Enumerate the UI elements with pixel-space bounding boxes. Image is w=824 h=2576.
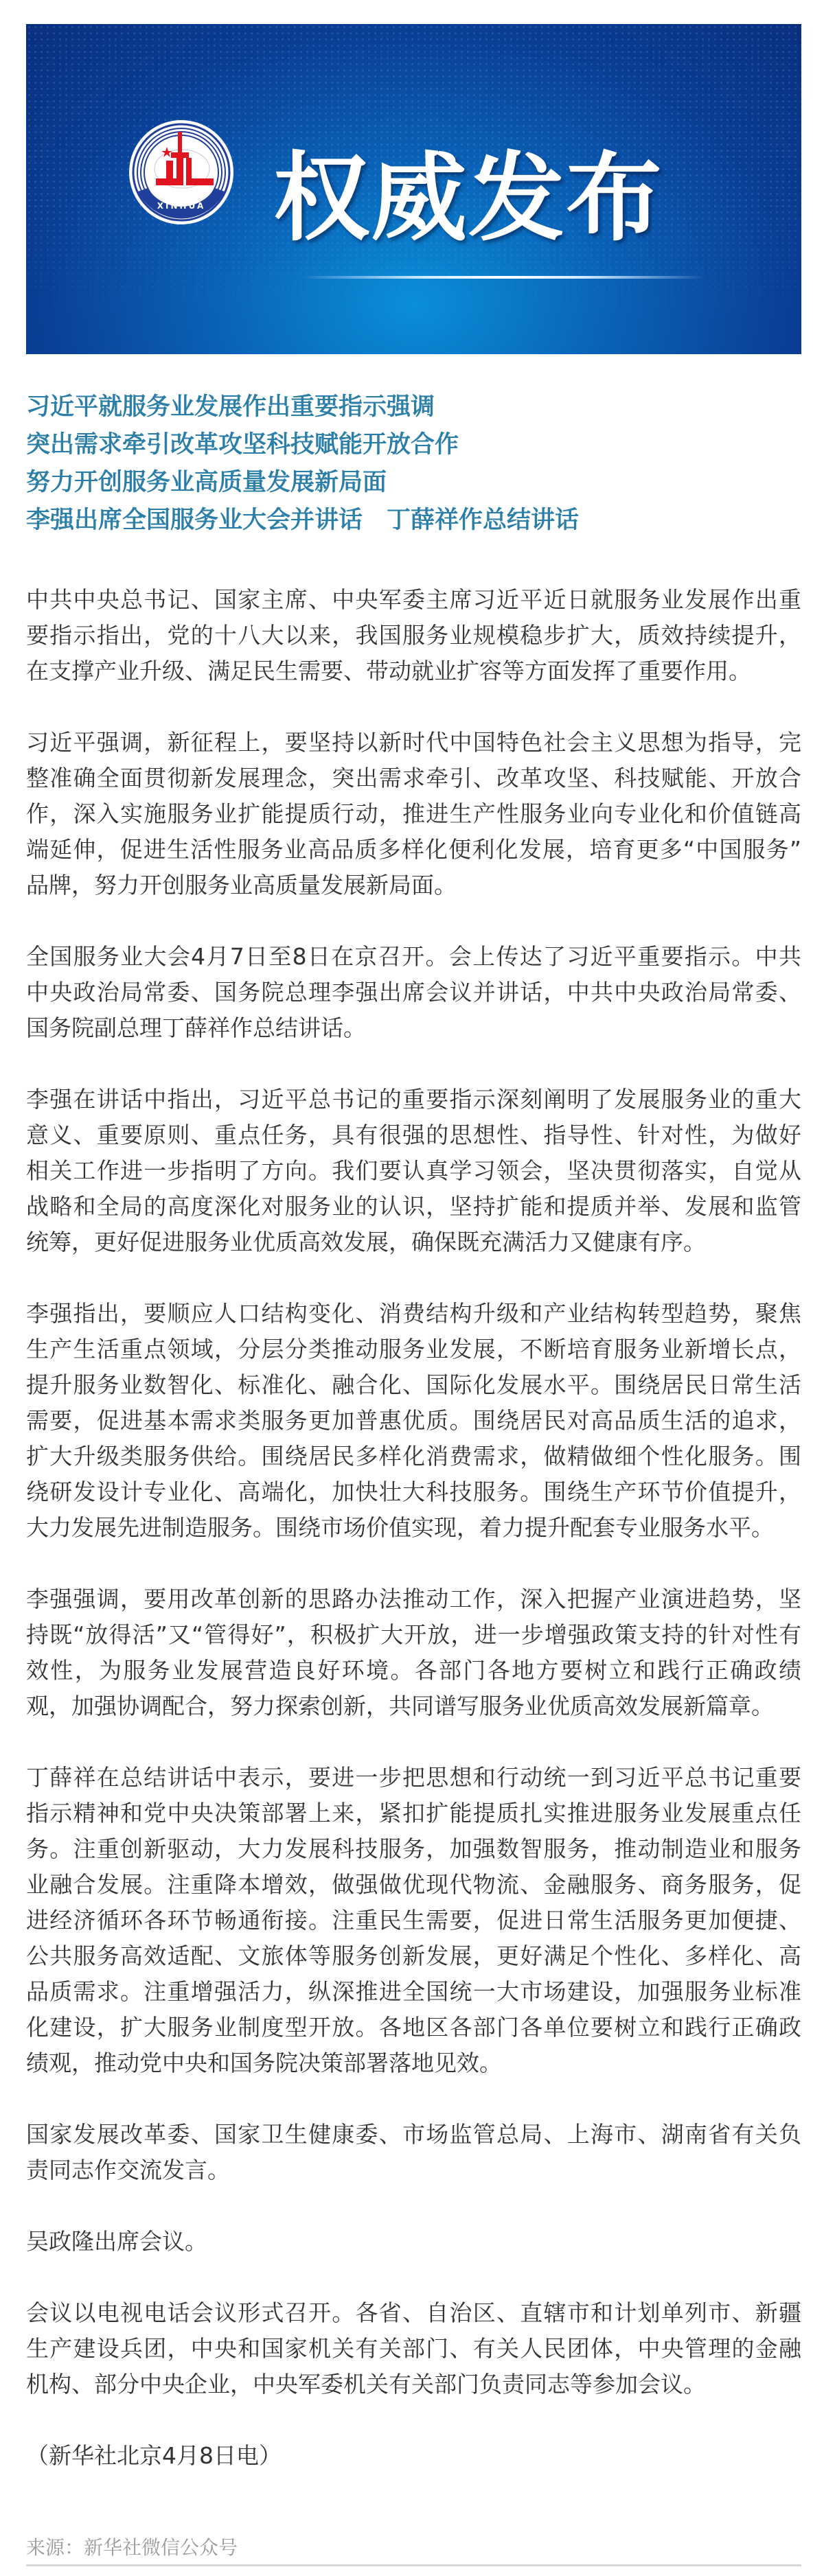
svg-text:XINHUA: XINHUA: [157, 201, 206, 211]
paragraph: [26, 2295, 801, 2402]
paragraph-line: 生产生活重点领域，分层分类推动服务业发展，不断培育服务业新增长点，: [26, 1336, 801, 1362]
divider: [26, 2564, 801, 2566]
dateline: （新华社北京4月8日电）: [26, 2442, 282, 2469]
paragraph-line: 观，加强协调配合，努力探索创新，共同谱写服务业优质高效发展新篇章。: [26, 1693, 774, 1719]
paragraph-line: 扩大升级类服务供给。围绕居民多样化消费需求，做精做细个性化服务。围: [26, 1443, 801, 1470]
headline-line: 李强出席全国服务业大会并讲话 丁薛祥作总结讲话: [26, 507, 580, 534]
paragraph-line: 意义、重要原则、重点任务，具有很强的思想性、指导性、针对性，为做好: [26, 1122, 801, 1148]
paragraph-line: 化建设，扩大服务业制度型开放。各地区各部门各单位要树立和践行正确政: [26, 2014, 801, 2041]
paragraph-line: 绕研发设计专业化、高端化，加快壮大科技服务。围绕生产环节价值提升，: [26, 1478, 801, 1505]
paragraph: [26, 2117, 801, 2188]
paragraph-line: 指示精神和党中央决策部署上来，紧扣扩能提质扎实推进服务业发展重点任: [26, 1800, 801, 1826]
paragraph-line: 会议以电视电话会议形式召开。各省、自治区、直辖市和计划单列市、新疆: [26, 2299, 801, 2326]
headline-line: 努力开创服务业高质量发展新局面: [26, 469, 387, 496]
paragraph-line: 作，深入实施服务业扩能提质行动，推进生产性服务业向专业化和价值链高: [26, 800, 801, 827]
paragraph-line: 国务院副总理丁薛祥作总结讲话。: [26, 1014, 366, 1041]
paragraph-line: 统筹，更好促进服务业优质高效发展，确保既充满活力又健康有序。: [26, 1229, 706, 1255]
paragraph: [26, 1581, 801, 1724]
headline-block: [26, 388, 579, 539]
article-body: [26, 582, 801, 2474]
paragraph-line: 相关工作进一步指明了方向。我们要认真学习领会，坚决贯彻落实，自觉从: [26, 1157, 801, 1184]
paragraph-line: 李强在讲话中指出，习近平总书记的重要指示深刻阐明了发展服务业的重大: [26, 1086, 801, 1113]
paragraph-line: 公共服务高效适配、文旅体等服务创新发展，更好满足个性化、多样化、高: [26, 1942, 801, 1969]
paragraph: [26, 2224, 801, 2260]
paragraph: [26, 725, 801, 903]
title-underline-glow: [301, 276, 706, 279]
headline-line: 习近平就服务业发展作出重要指示强调: [26, 393, 435, 421]
paragraph-line: 进经济循环各环节畅通衔接。注重民生需要，促进日常生活服务更加便捷、: [26, 1907, 801, 1934]
paragraph-line: 需要，促进基本需求类服务更加普惠优质。围绕居民对高品质生活的追求，: [26, 1407, 801, 1434]
paragraph-line: 整准确全面贯彻新发展理念，突出需求牵引、改革攻坚、科技赋能、开放合: [26, 765, 801, 791]
banner-image: [26, 24, 801, 354]
paragraph-line: 在支撑产业升级、满足民生需要、带动就业扩容等方面发挥了重要作用。: [26, 658, 751, 684]
paragraph: [26, 1082, 801, 1260]
paragraph-line: 国家发展改革委、国家卫生健康委、市场监管总局、上海市、湖南省有关负: [26, 2121, 801, 2148]
paragraph-line: 习近平强调，新征程上，要坚持以新时代中国特色社会主义思想为指导，完: [26, 729, 801, 756]
paragraph-line: 要指示指出，党的十八大以来，我国服务业规模稳步扩大，质效持续提升，: [26, 622, 801, 649]
paragraph-line: 中央政治局常委、国务院总理李强出席会议并讲话，中共中央政治局常委、: [26, 979, 801, 1006]
paragraph-line: 提升服务业数智化、标准化、融合化、国际化发展水平。围绕居民日常生活: [26, 1371, 801, 1398]
paragraph-line: 战略和全局的高度深化对服务业的认识，坚持扩能和提质并举、发展和监管: [26, 1193, 801, 1220]
paragraph: [26, 582, 801, 689]
paragraph-line: 务。注重创新驱动，大力发展科技服务，加强数智服务，推动制造业和服务: [26, 1835, 801, 1862]
headline-line: 突出需求牵引改革攻坚科技赋能开放合作: [26, 431, 459, 459]
paragraph-line: 品牌，努力开创服务业高质量发展新局面。: [26, 872, 457, 898]
paragraph-line: 吴政隆出席会议。: [26, 2228, 207, 2255]
paragraph: [26, 939, 801, 1046]
paragraph-line: 机构、部分中央企业，中央军委机关有关部门负责同志等参加会议。: [26, 2371, 706, 2398]
paragraph-line: 中共中央总书记、国家主席、中央军委主席习近平近日就服务业发展作出重: [26, 586, 801, 613]
xinhua-logo-icon: [128, 119, 234, 225]
paragraph-line: 持既“放得活”又“管得好”，积极扩大开放，进一步增强政策支持的针对性有: [26, 1621, 801, 1648]
paragraph: [26, 1760, 801, 2081]
paragraph-line: 绩观，推动党中央和国务院决策部署落地见效。: [26, 2050, 502, 2076]
paragraph: [26, 1296, 801, 1546]
paragraph-line: 全国服务业大会4月7日至8日在京召开。会上传达了习近平重要指示。中共: [26, 943, 801, 970]
paragraph-line: 端延伸，促进生活性服务业高品质多样化便利化发展，培育更多“中国服务”: [26, 836, 801, 863]
paragraph-line: 生产建设兵团，中央和国家机关有关部门、有关人民团体，中央管理的金融: [26, 2335, 801, 2362]
paragraph-line: 效性，为服务业发展营造良好环境。各部门各地方要树立和践行正确政绩: [26, 1657, 801, 1684]
paragraph-line: 责同志作交流发言。: [26, 2157, 230, 2183]
paragraph-line: 业融合发展。注重降本增效，做强做优现代物流、金融服务、商务服务，促: [26, 1871, 801, 1898]
paragraph-line: 大力发展先进制造服务。围绕市场价值实现，着力提升配套专业服务水平。: [26, 1514, 774, 1541]
source-attribution: 来源：新华社微信公众号: [26, 2536, 238, 2559]
paragraph-line: 李强指出，要顺应人口结构变化、消费结构升级和产业结构转型趋势，聚焦: [26, 1300, 801, 1327]
paragraph-line: 丁薛祥在总结讲话中表示，要进一步把思想和行动统一到习近平总书记重要: [26, 1764, 801, 1791]
banner-title: 权威发布: [273, 143, 664, 255]
paragraph-line: 品质需求。注重增强活力，纵深推进全国统一大市场建设，加强服务业标准: [26, 1978, 801, 2005]
paragraph-line: 李强强调，要用改革创新的思路办法推动工作，深入把握产业演进趋势，坚: [26, 1586, 801, 1612]
